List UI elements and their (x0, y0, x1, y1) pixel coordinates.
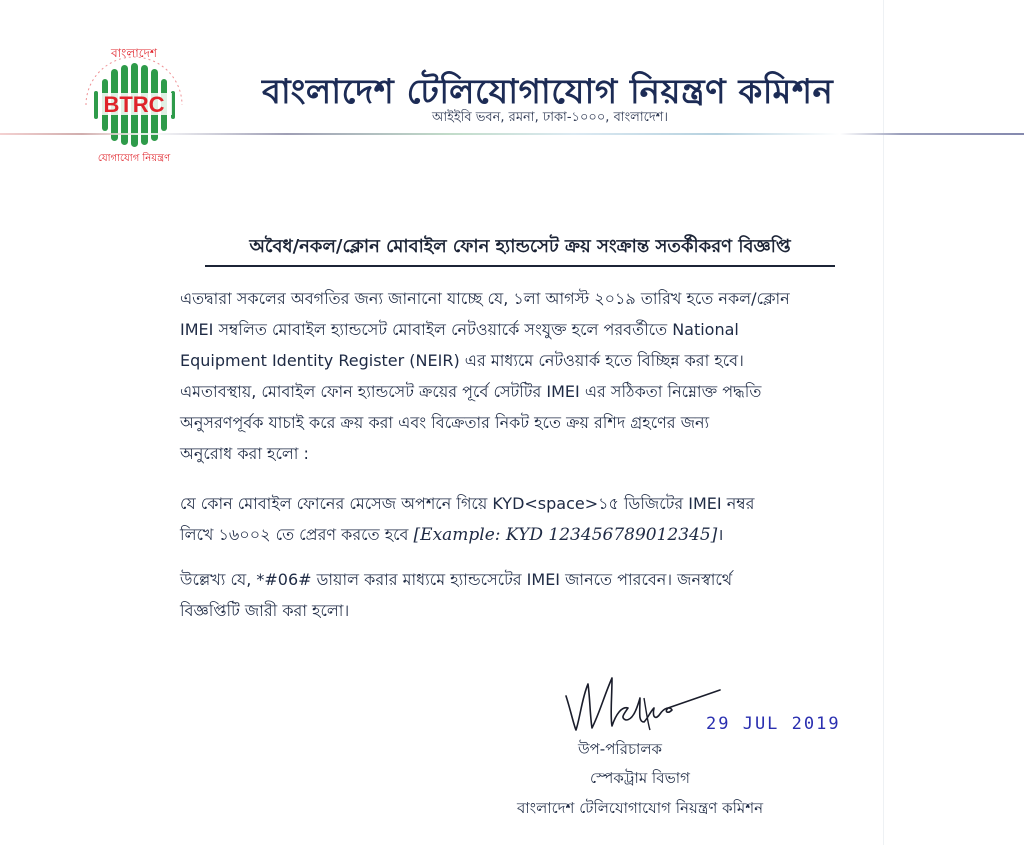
paragraph-line: এমতাবস্থায়, মোবাইল ফোন হ্যান্ডসেট ক্রয়ের পূর্বে সেটটির IMEI এর সঠিকতা নিম্নোক্ত পদ্ধতি (180, 382, 762, 401)
paragraph-line: Equipment Identity Register (NEIR) এর মাধ্যমে নেটওয়ার্ক হতে বিচ্ছিন্ন করা হবে। (180, 351, 744, 370)
notice-title: অবৈধ/নকল/ক্লোন মোবাইল ফোন হ্যান্ডসেট ক্রয় সংক্রান্ত সতর্কীকরণ বিজ্ঞপ্তি (205, 232, 835, 267)
instruction-text: লিখে ১৬০০২ তে প্রেরণ করতে হবে (180, 525, 414, 544)
organization-address: আইইবি ভবন, রমনা, ঢাকা-১০০০, বাংলাদেশ। (431, 110, 669, 125)
paragraph-line (180, 519, 850, 551)
organization-title: বাংলাদেশ টেলিযোগাযোগ নিয়ন্ত্রণ কমিশন (262, 72, 834, 112)
notice-paragraph-2 (180, 488, 850, 551)
sentence-end: । (717, 525, 724, 544)
letterhead-divider (0, 133, 1024, 135)
svg-text:BTRC: BTRC (103, 92, 165, 117)
paragraph-line: অনুসরণপূর্বক যাচাই করে ক্রয় করা এবং বিক্রেতার নিকট হতে ক্রয় রশিদ গ্রহণের জন্য (180, 413, 710, 432)
paragraph-line: এতদ্বারা সকলের অবগতির জন্য জানানো যাচ্ছে যে, ১লা আগস্ট ২০১৯ তারিখ হতে নকল/ক্লোন (180, 289, 790, 308)
paragraph-line: অনুরোধ করা হলো : (180, 444, 309, 463)
signature (560, 668, 730, 738)
signature-icon (560, 668, 730, 738)
notice-paragraph-1 (180, 283, 850, 469)
signatory-designation: উপ-পরিচালক (577, 740, 663, 758)
paragraph-line: বিজ্ঞপ্তিটি জারী করা হলো। (180, 601, 350, 620)
sms-example: [Example: KYD 123456789012345] (413, 525, 718, 545)
paragraph-line: IMEI সম্বলিত মোবাইল হ্যান্ডসেট মোবাইল নেটওয়ার্কে সংযুক্ত হলে পরবর্তীতে National (180, 320, 739, 339)
date-stamp: 29 JUL 2019 (706, 714, 841, 734)
notice-paragraph-3 (180, 564, 850, 626)
svg-text:যোগাযোগ নিয়ন্ত্রণ: যোগাযোগ নিয়ন্ত্রণ (97, 153, 171, 164)
logo-ring-top: বাংলাদেশ (111, 46, 157, 60)
signatory-organization: বাংলাদেশ টেলিযোগাযোগ নিয়ন্ত্রণ কমিশন (516, 799, 764, 817)
signatory-department: স্পেকট্রাম বিভাগ (590, 769, 690, 787)
paragraph-line: যে কোন মোবাইল ফোনের মেসেজ অপশনে গিয়ে KYD<space>১৫ ডিজিটের IMEI নম্বর (180, 494, 755, 513)
scan-fold-line (883, 0, 884, 845)
btrc-logo (68, 45, 200, 165)
paragraph-line: উল্লেখ্য যে, *#06# ডায়াল করার মাধ্যমে হ্যান্ডসেটের IMEI জানতে পারবেন। জনস্বার্থে (180, 570, 733, 589)
